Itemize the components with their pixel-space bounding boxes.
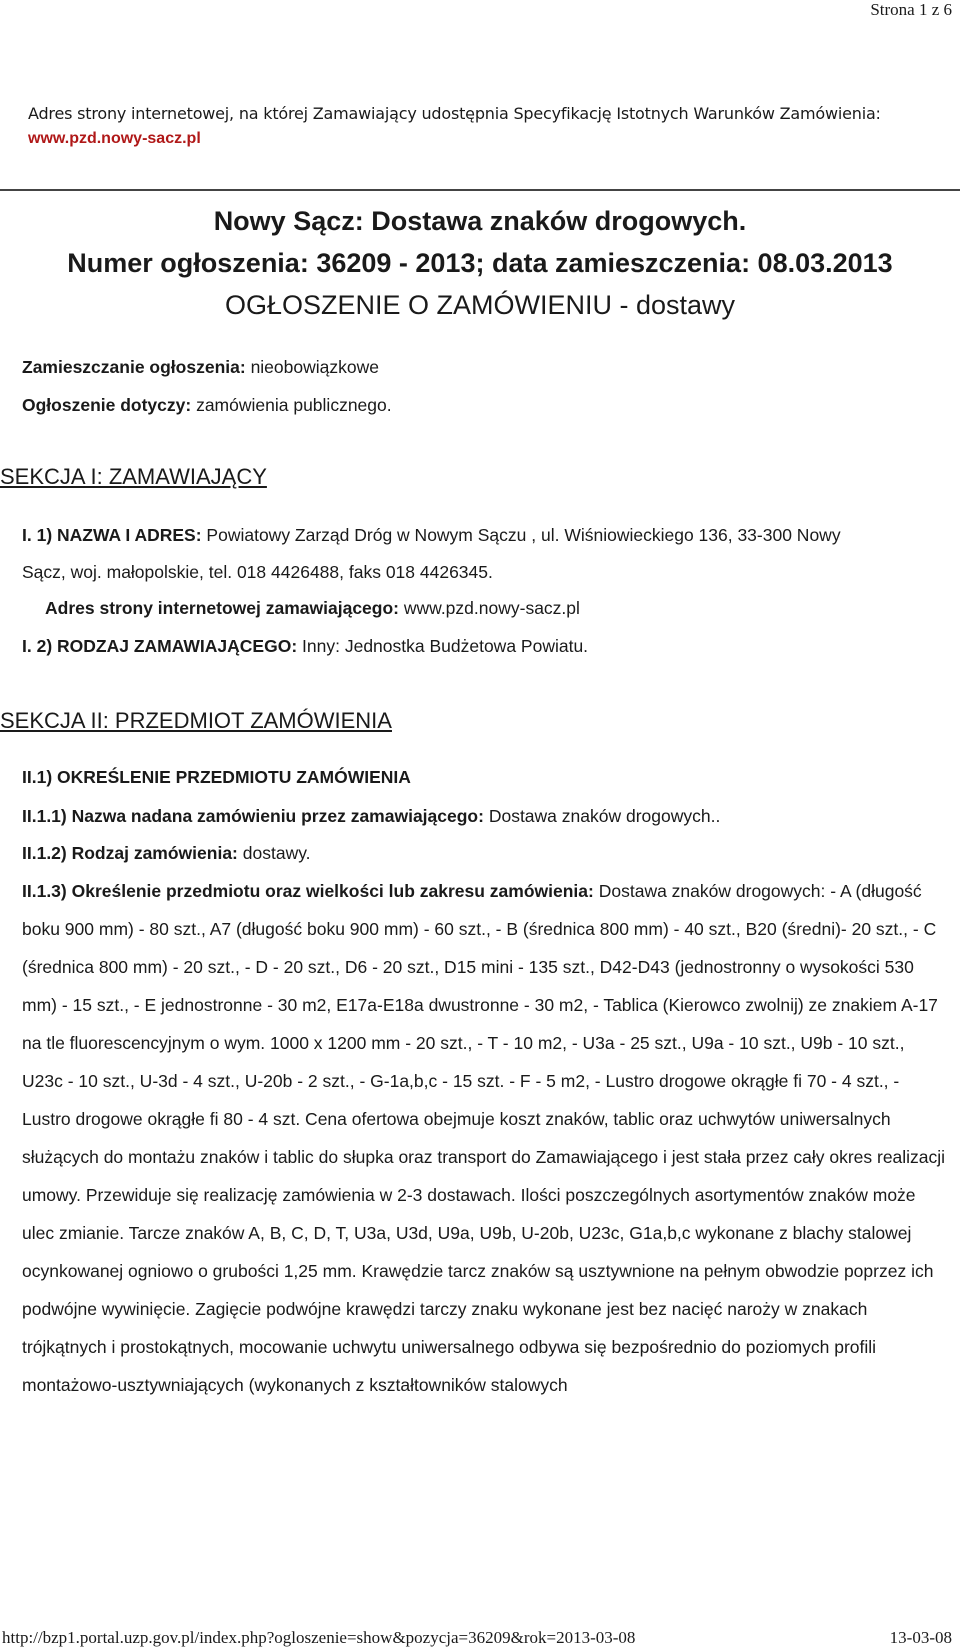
concerns-label: Ogłoszenie dotyczy: xyxy=(22,395,192,415)
order-kind-value: dostawy. xyxy=(242,843,311,863)
contracting-website-label: Adres strony internetowej zamawiającego: xyxy=(45,598,399,618)
subject-subheading: II.1) OKREŚLENIE PRZEDMIOTU ZAMÓWIENIA xyxy=(22,767,411,787)
order-description-label: II.1.3) Określenie przedmiotu oraz wielkości lub zakresu zamówienia: xyxy=(22,881,594,901)
contracting-name-label: I. 1) NAZWA I ADRES: xyxy=(22,525,202,545)
concerns-row xyxy=(22,395,392,416)
order-description-value: Dostawa znaków drogowych: - A (długość boku 900 mm) - 80 szt., A7 (długość boku 900 mm) - 60 szt., - B (średnica 800 mm) - 40 szt., B20 (średni)- 20 szt., - C (średnica 800 mm) - 20 szt., - D - 20 szt., D6 - 20 szt., D15 mini - 135 szt., D42-D43 (jednostronny o wysokości 530 mm) - 15 szt., - E jednostronne - 30 m2, E17a-E18a dwustronne - 30 m2, - Tablica (Kierowco zwolnij) ze znakiem A-17 na tle fluorescencyjnym o wym. 1000 x 1200 mm - 20 szt., - T - 10 m2, - U3a - 25 szt., U9a - 10 szt., U9b - 10 szt., U23c - 10 szt., U-3d - 4 szt., U-20b - 2 szt., - G-1a,b,c - 15 szt. - F - 5 m2, - Lustro drogowe okrągłe fi 70 - 4 szt., - Lustro drogowe okrągłe fi 80 - 4 szt. Cena ofertowa obejmuje koszt znaków, tablic oraz uchwytów uniwersalnych służących do montażu znaków i tablic do słupka oraz transport do Zamawiającego i jest stała przez cały okres realizacji umowy. Przewiduje się realizację zamówienia w 2-3 dostawach. Ilości poszczególnych asortymentów znaków może ulec zmianie. Tarcze znaków A, B, C, D, T, U3a, U3d, U9a, U9b, U-20b, U23c, G1a,b,c wykonane z blachy stalowej ocynkowanej ogniowo o grubości 1,25 mm. Krawędzie tarcz znaków są usztywnione na pełnym obwodzie poprzez ich podwójne wywinięcie. Zagięcie podwójne krawędzi tarczy znaku wykonane jest bez nacięć naroży w znakach trójkątnych i prostokątnych, mocowanie uchwytu uniwersalnego odbywa się bezpośrednio do poziomych profili montażowo-usztywniających (wykonanych z kształtowników stalowych xyxy=(22,881,946,1395)
page-title: Nowy Sącz: Dostawa znaków drogowych. xyxy=(213,206,747,236)
contracting-type-value: Inny: Jednostka Budżetowa Powiatu. xyxy=(302,636,589,656)
footer-url: http://bzp1.portal.uzp.gov.pl/index.php?ogloszenie=show&pozycja=36209&rok=2013-03-08 xyxy=(2,1628,636,1647)
section-1-heading: SEKCJA I: ZAMAWIAJĄCY xyxy=(0,464,267,489)
contracting-type-row xyxy=(22,636,588,657)
posting-value: nieobowiązkowe xyxy=(250,357,379,377)
siwz-url-intro: Adres strony internetowej, na której Zamawiający udostępnia Specyfikację Istotnych Warunków Zamówienia: xyxy=(28,104,881,123)
order-name-label: II.1.1) Nazwa nadana zamówieniu przez zamawiającego: xyxy=(22,806,484,826)
order-kind-row xyxy=(22,843,311,864)
posting-label: Zamieszczanie ogłoszenia: xyxy=(22,357,246,377)
section-2-heading: SEKCJA II: PRZEDMIOT ZAMÓWIENIA xyxy=(0,708,392,733)
contracting-type-label: I. 2) RODZAJ ZAMAWIAJĄCEGO: xyxy=(22,636,298,656)
order-description xyxy=(22,872,946,1404)
order-kind-label: II.1.2) Rodzaj zamówienia: xyxy=(22,843,238,863)
footer-date: 13-03-08 xyxy=(889,1628,952,1647)
page-number: Strona 1 z 6 xyxy=(870,0,952,19)
contracting-name-row xyxy=(22,525,841,546)
concerns-value: zamówienia publicznego. xyxy=(196,395,392,415)
contracting-address-cont: Sącz, woj. małopolskie, tel. 018 4426488, faks 018 4426345. xyxy=(22,562,493,582)
contracting-website-value: www.pzd.nowy-sacz.pl xyxy=(403,598,580,618)
notice-number: Numer ogłoszenia: 36209 - 2013; data zamieszczenia: 08.03.2013 xyxy=(67,248,893,278)
siwz-url-link[interactable]: www.pzd.nowy-sacz.pl xyxy=(28,130,201,147)
order-name-value: Dostawa znaków drogowych.. xyxy=(488,806,721,826)
header-divider xyxy=(0,189,960,191)
order-name-row xyxy=(22,806,720,827)
contracting-name-value: Powiatowy Zarząd Dróg w Nowym Sączu , ul. Wiśniowieckiego 136, 33-300 Nowy xyxy=(206,525,841,545)
posting-row xyxy=(22,357,379,378)
contracting-website-row xyxy=(45,598,580,619)
notice-type: OGŁOSZENIE O ZAMÓWIENIU - dostawy xyxy=(224,290,736,320)
